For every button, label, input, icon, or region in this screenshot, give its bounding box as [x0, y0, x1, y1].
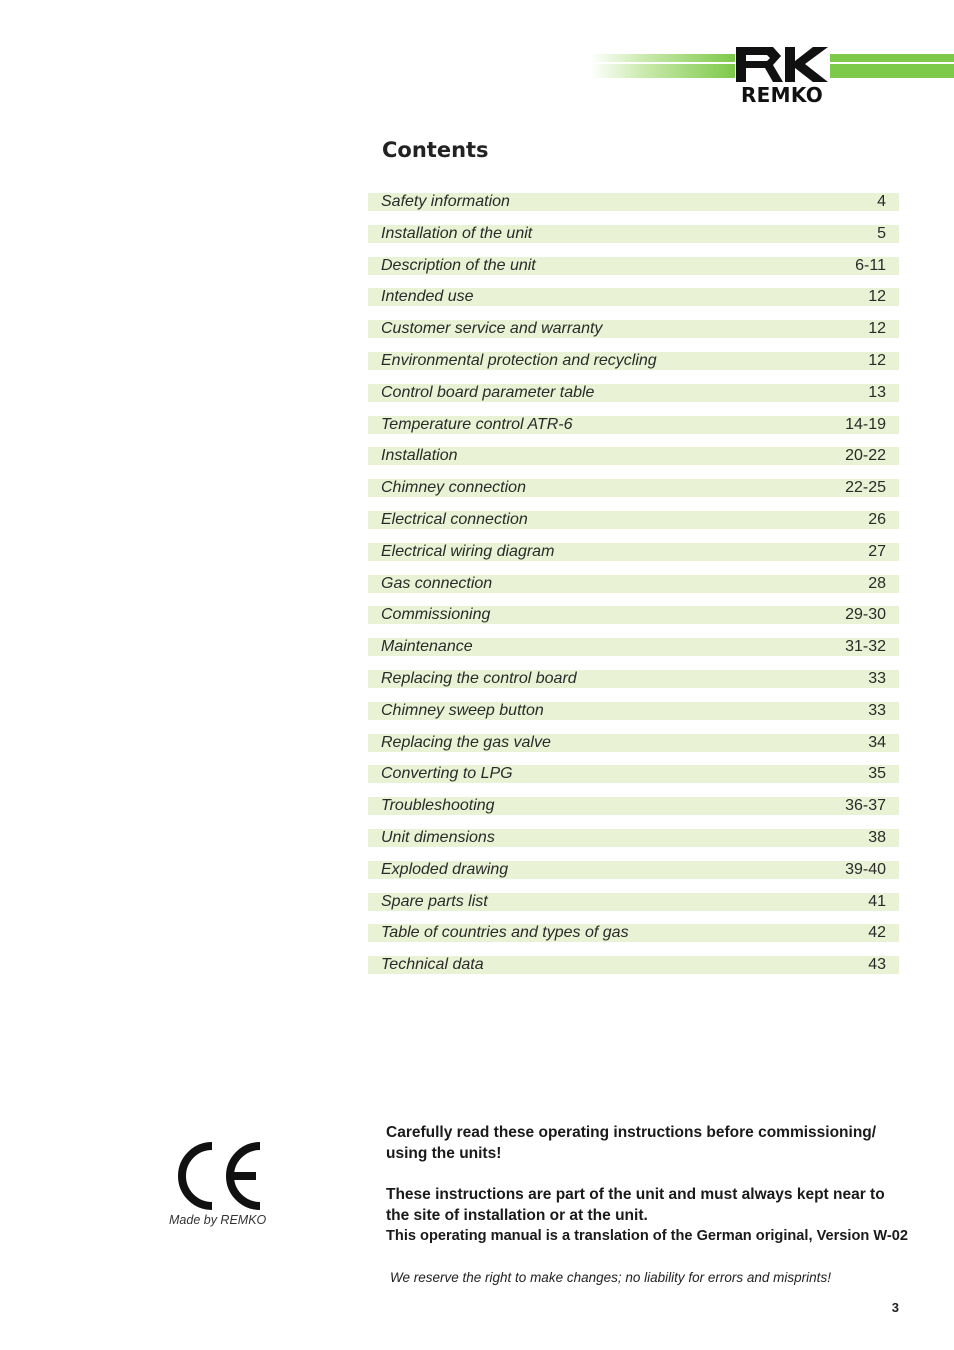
- ce-mark-icon: [172, 1142, 266, 1210]
- toc-entry-title: Temperature control ATR-6: [381, 415, 573, 433]
- toc-entry-page: 31-32: [845, 638, 886, 656]
- disclaimer: We reserve the right to make changes; no liability for errors and misprints!: [390, 1270, 831, 1285]
- toc-row[interactable]: [368, 479, 899, 497]
- toc-entry-title: Safety information: [381, 193, 510, 210]
- toc-row[interactable]: [368, 511, 899, 529]
- toc-row[interactable]: [368, 765, 899, 783]
- translation-note: This operating manual is a translation of the German original, Version W-02: [386, 1228, 908, 1244]
- toc-entry-page: 5: [877, 224, 886, 242]
- toc-entry-title: Table of countries and types of gas: [381, 924, 629, 942]
- toc-entry-page: 35: [868, 765, 886, 783]
- toc-entry-title: Troubleshooting: [381, 797, 495, 815]
- toc-entry-page: 12: [868, 351, 886, 369]
- toc-entry-page: 38: [868, 828, 886, 846]
- toc-entry-title: Description of the unit: [381, 256, 536, 274]
- toc-row[interactable]: [368, 924, 899, 942]
- toc-entry-page: 43: [868, 956, 886, 974]
- toc-row[interactable]: [368, 416, 899, 434]
- instructions-notice: [386, 1122, 906, 1247]
- toc-row[interactable]: [368, 670, 899, 688]
- toc-entry-page: 29-30: [845, 606, 886, 624]
- toc-entry-title: Customer service and warranty: [381, 320, 603, 338]
- header-accent-bar-left: [590, 54, 735, 78]
- toc-entry-page: 26: [868, 510, 886, 528]
- toc-entry-title: Intended use: [381, 288, 474, 306]
- toc-entry-page: 20-22: [845, 447, 886, 465]
- toc-row[interactable]: [368, 384, 899, 402]
- toc-entry-title: Installation of the unit: [381, 224, 533, 242]
- toc-entry-title: Electrical connection: [381, 510, 528, 528]
- toc-row[interactable]: [368, 893, 899, 911]
- toc-row[interactable]: [368, 956, 899, 974]
- toc-entry-title: Chimney connection: [381, 479, 526, 497]
- toc-row[interactable]: [368, 575, 899, 593]
- toc-entry-page: 33: [868, 669, 886, 687]
- toc-row[interactable]: [368, 638, 899, 656]
- toc-entry-page: 27: [868, 542, 886, 560]
- toc-entry-page: 14-19: [845, 415, 886, 433]
- toc-row[interactable]: [368, 861, 899, 879]
- toc-row[interactable]: [368, 543, 899, 561]
- toc-row[interactable]: [368, 352, 899, 370]
- read-instructions-note: Carefully read these operating instructions before commissioning/ using the units!: [386, 1124, 877, 1162]
- toc-entry-title: Control board parameter table: [381, 383, 595, 401]
- toc-row[interactable]: [368, 702, 899, 720]
- toc-entry-title: Maintenance: [381, 638, 473, 656]
- toc-row[interactable]: [368, 193, 899, 211]
- table-of-contents: [368, 193, 899, 988]
- toc-entry-title: Spare parts list: [381, 892, 488, 910]
- toc-entry-page: 33: [868, 701, 886, 719]
- toc-entry-title: Environmental protection and recycling: [381, 351, 657, 369]
- toc-row[interactable]: [368, 734, 899, 752]
- toc-row[interactable]: [368, 606, 899, 624]
- toc-entry-title: Unit dimensions: [381, 828, 495, 846]
- toc-entry-page: 39-40: [845, 860, 886, 878]
- toc-entry-title: Chimney sweep button: [381, 701, 544, 719]
- header-accent-bar-right: [830, 54, 954, 78]
- toc-row[interactable]: [368, 447, 899, 465]
- toc-row[interactable]: [368, 797, 899, 815]
- toc-entry-page: 28: [868, 574, 886, 592]
- toc-entry-title: Installation: [381, 447, 458, 465]
- toc-entry-title: Commissioning: [381, 606, 491, 624]
- page-number: 3: [891, 1300, 899, 1315]
- toc-entry-page: 12: [868, 320, 886, 338]
- toc-row[interactable]: [368, 257, 899, 275]
- toc-entry-page: 36-37: [845, 797, 886, 815]
- brand-name: REMKO: [740, 83, 824, 107]
- toc-row[interactable]: [368, 320, 899, 338]
- toc-entry-title: Gas connection: [381, 574, 493, 592]
- page-title: Contents: [382, 138, 489, 162]
- toc-row[interactable]: [368, 829, 899, 847]
- toc-row[interactable]: [368, 225, 899, 243]
- toc-entry-title: Exploded drawing: [381, 860, 509, 878]
- remko-logo-icon: [733, 44, 831, 86]
- toc-entry-title: Electrical wiring diagram: [381, 542, 555, 560]
- toc-entry-title: Replacing the control board: [381, 669, 577, 687]
- toc-row[interactable]: [368, 288, 899, 306]
- toc-entry-page: 12: [868, 288, 886, 306]
- toc-entry-title: Replacing the gas valve: [381, 733, 551, 751]
- toc-entry-page: 41: [868, 892, 886, 910]
- toc-entry-page: 4: [877, 193, 886, 210]
- keep-instructions-note: These instructions are part of the unit and must always kept near to the site of installation or at the unit.: [386, 1186, 885, 1224]
- toc-entry-title: Converting to LPG: [381, 765, 513, 783]
- made-by-label: Made by REMKO: [169, 1213, 267, 1227]
- toc-entry-page: 34: [868, 733, 886, 751]
- toc-entry-page: 22-25: [845, 479, 886, 497]
- toc-entry-page: 42: [868, 924, 886, 942]
- toc-entry-page: 6-11: [855, 256, 886, 274]
- toc-entry-page: 13: [868, 383, 886, 401]
- toc-entry-title: Technical data: [381, 956, 484, 974]
